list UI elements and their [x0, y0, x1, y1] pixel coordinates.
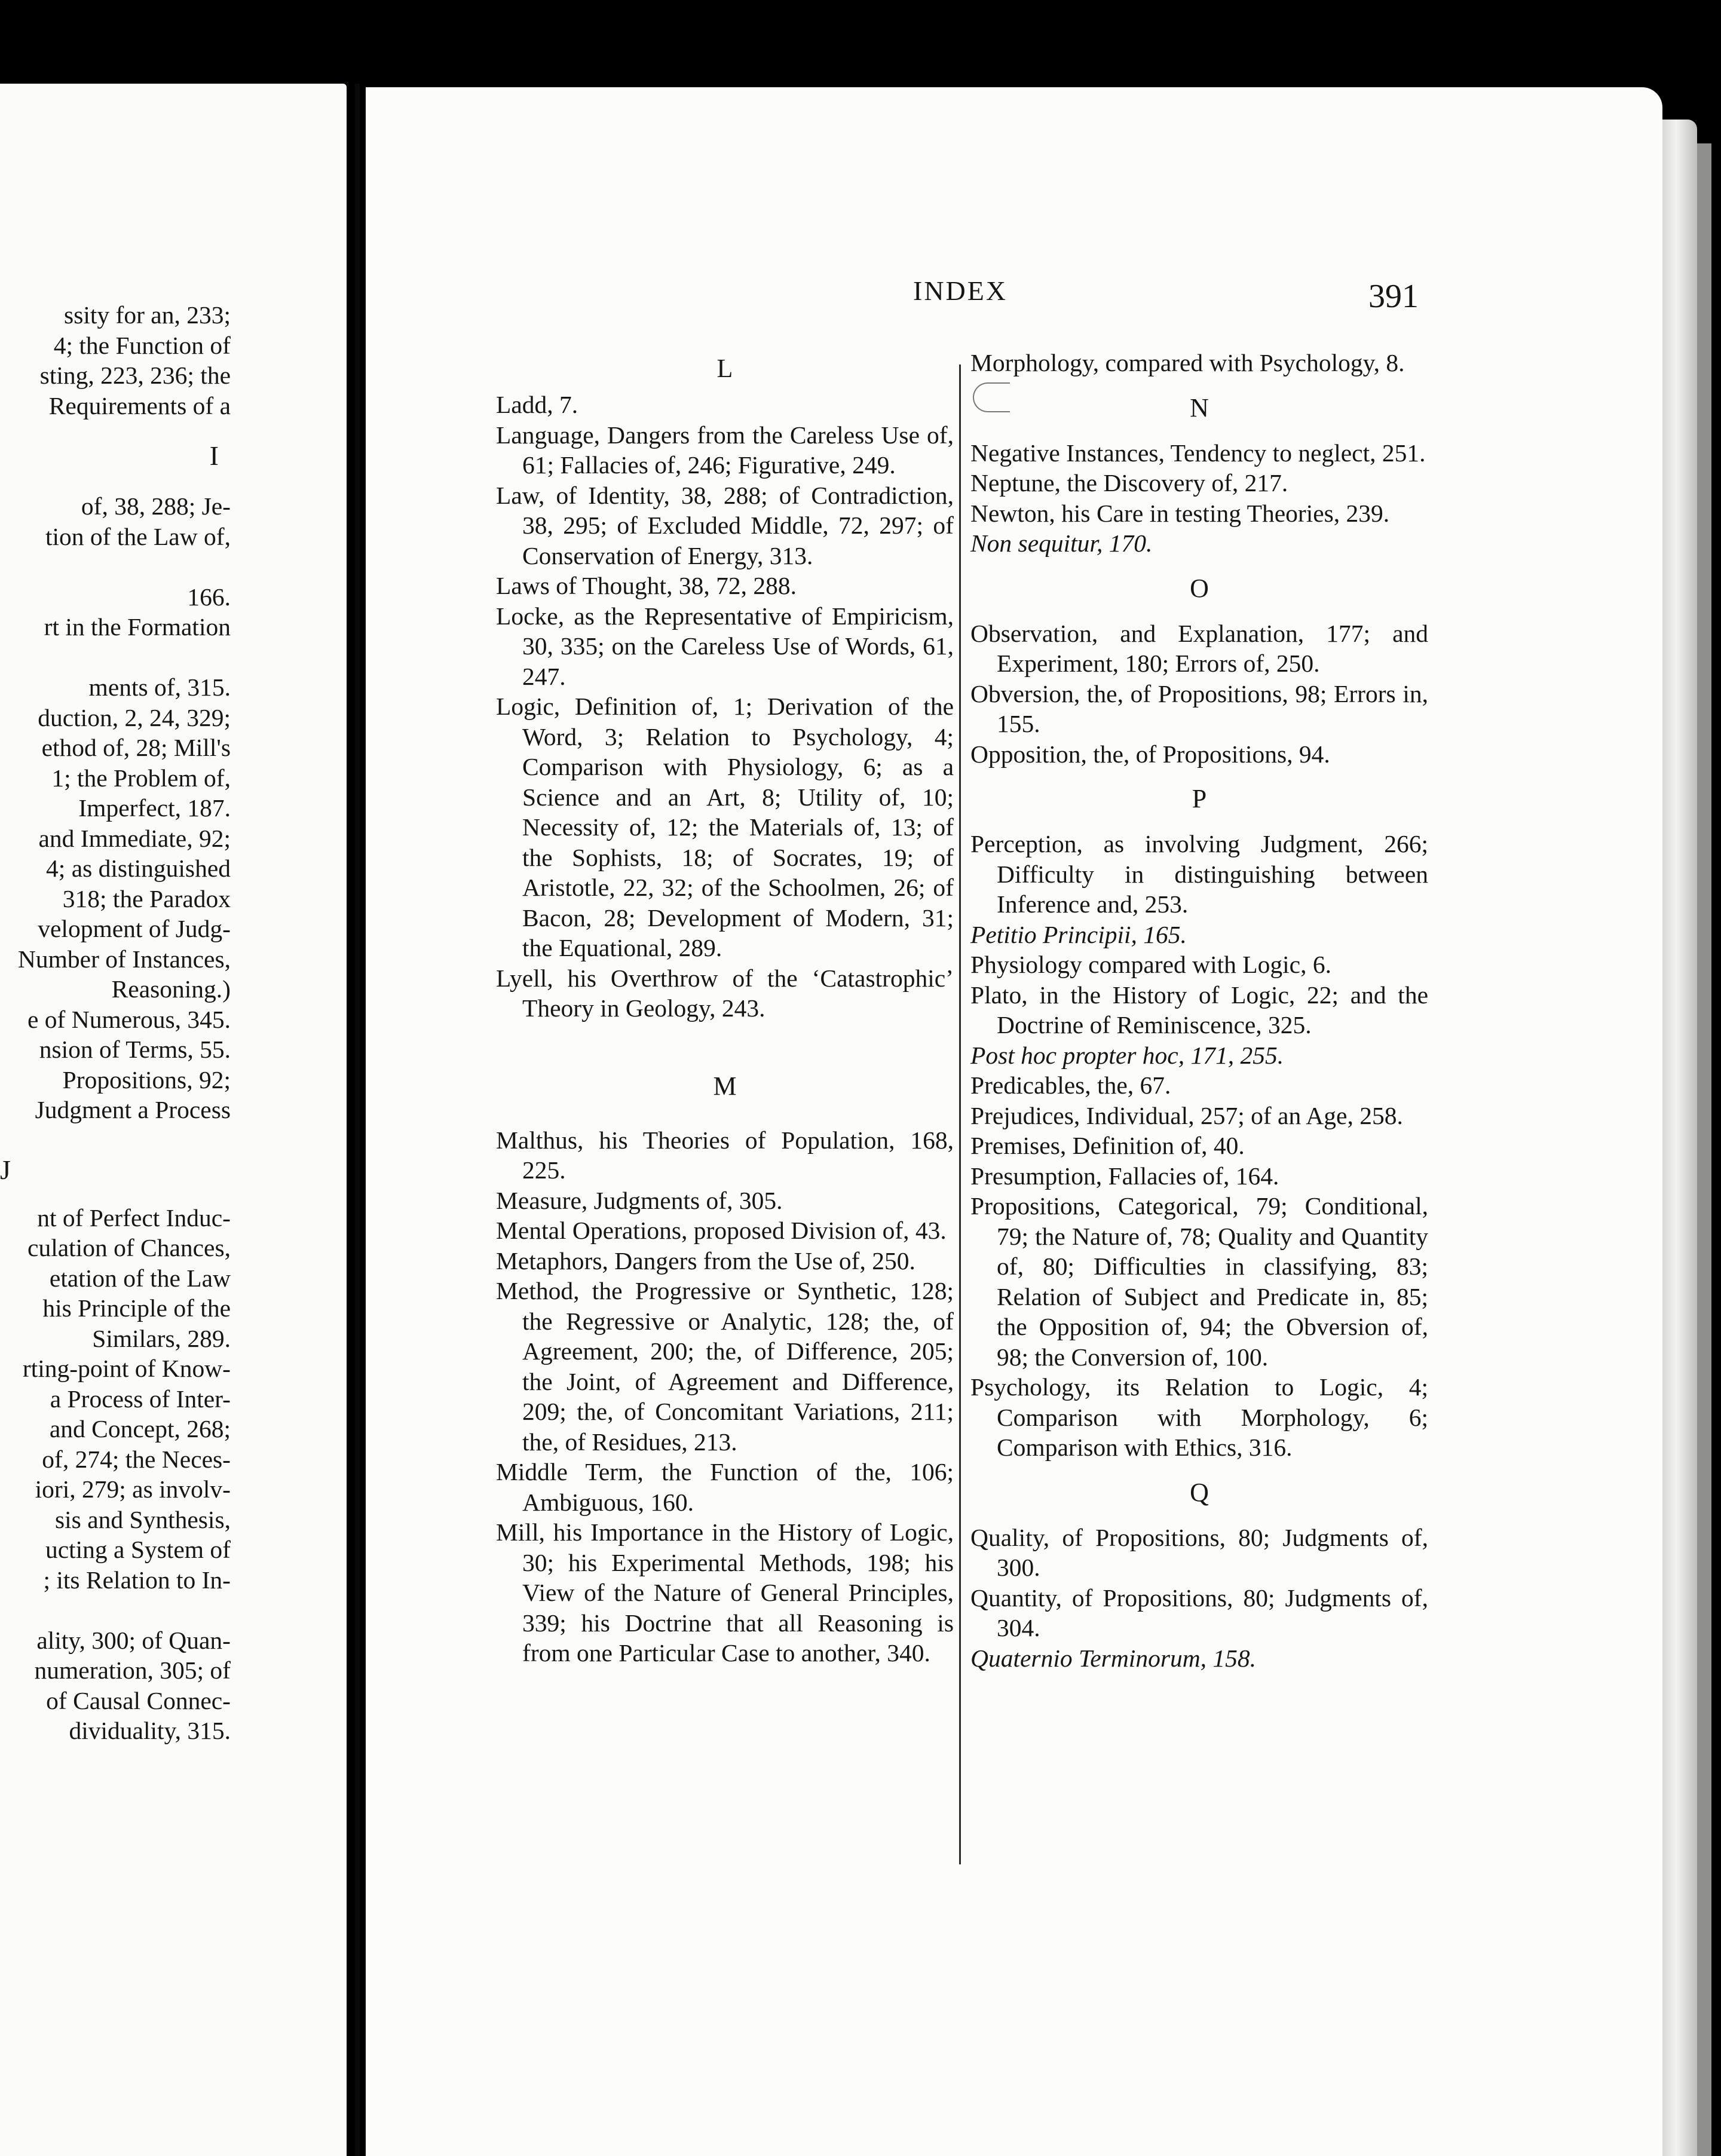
- index-entry: Opposition, the, of Propositions, 94.: [970, 740, 1330, 768]
- fragment-line: 318; the Paradox: [62, 884, 231, 912]
- fragment-line: 4; the Function of: [53, 331, 231, 359]
- left-page-fragment: [0, 300, 231, 1746]
- fragment-line: [0, 1595, 231, 1625]
- index-entry: Measure, Judgments of, 305.: [496, 1186, 783, 1214]
- page-edge-shadow: [1697, 143, 1711, 2156]
- fragment-line: ality, 300; of Quan-: [36, 1626, 231, 1654]
- index-entry: Morphology, compared with Psychology, 8.: [970, 349, 1405, 376]
- index-entry: Mill, his Importance in the History of Logic, 30; his Experimental Methods, 198; his View of the Nature of General Principles, 339; his Doctrine that all Reasoning is from one Particular Case to another, 340.: [496, 1518, 954, 1667]
- column-divider: [959, 365, 961, 1864]
- index-entry: Predicables, the, 67.: [970, 1071, 1171, 1099]
- index-entry: Metaphors, Dangers from the Use of, 250.: [496, 1247, 915, 1275]
- section-letter-j: J: [0, 1154, 11, 1185]
- index-entry: Logic, Definition of, 1; Derivation of the Word, 3; Relation to Psychology, 4; Comparison with Physiology, 6; as a Science and an Art, 8; Utility of, 10; Necessity of, 12; the Materials of, 13; of the Sophists, 18; of Socrates, 19; of Aristotle, 22, 32; of the Schoolmen, 26; of Bacon, 28; Development of Modern, 31; the Equational, 289.: [496, 693, 954, 961]
- fragment-line: dividuality, 315.: [69, 1717, 231, 1744]
- fragment-line: his Principle of the: [42, 1294, 231, 1322]
- fragment-line: a Process of Inter-: [50, 1385, 231, 1413]
- fragment-line: Reasoning.): [111, 975, 231, 1003]
- running-head: INDEX: [913, 275, 1008, 306]
- index-entry: Observation, and Explanation, 177; and Experiment, 180; Errors of, 250.: [970, 619, 1428, 677]
- fragment-line: of, 274; the Neces-: [42, 1445, 231, 1473]
- fragment-line: ucting a System of: [45, 1536, 231, 1563]
- section-letter-l: L: [716, 354, 733, 383]
- index-entry: Quantity, of Propositions, 80; Judgments of, 304.: [970, 1584, 1428, 1642]
- index-entry: Prejudices, Individual, 257; of an Age, 258.: [970, 1101, 1403, 1129]
- fragment-line: and Immediate, 92;: [38, 824, 231, 852]
- index-entry: Quaternio Terminorum, 158.: [970, 1644, 1257, 1672]
- fragment-line: of, 38, 288; Je-: [81, 492, 231, 520]
- fragment-line: of Causal Connec-: [46, 1686, 231, 1714]
- index-entry: Non sequitur, 170.: [970, 529, 1153, 557]
- index-entry: Propositions, Categorical, 79; Conditional, 79; the Nature of, 78; Quality and Quantity of, 80; Difficulties in classifying, 83; Relation of Subject and Predicate in, 85; the Opposition of, 94; the Obversion of, 98; the Conversion of, 100.: [970, 1192, 1428, 1371]
- index-entry: Laws of Thought, 38, 72, 288.: [496, 572, 797, 599]
- section-letter-o: O: [1190, 573, 1209, 603]
- fragment-line: nsion of Terms, 55.: [39, 1036, 231, 1063]
- fragment-line: numeration, 305; of: [34, 1656, 231, 1684]
- fragment-line: ; its Relation to In-: [43, 1566, 231, 1594]
- index-column-left: [496, 348, 954, 1668]
- fragment-line: etation of the Law: [49, 1264, 231, 1292]
- fragment-line: culation of Chances,: [27, 1234, 231, 1261]
- section-letter-p: P: [1192, 784, 1207, 813]
- book-gutter: [355, 84, 360, 2156]
- index-entry: Obversion, the, of Propositions, 98; Errors in, 155.: [970, 679, 1428, 737]
- fragment-line: tion of the Law of,: [45, 522, 231, 550]
- fragment-line: Number of Instances,: [17, 945, 231, 973]
- fragment-line: [0, 642, 231, 673]
- left-page: [0, 84, 347, 2156]
- index-entry: Psychology, its Relation to Logic, 4; Comparison with Morphology, 6; Comparison with Ethics, 316.: [970, 1373, 1428, 1461]
- fragment-line: 4; as distinguished: [46, 855, 231, 882]
- index-entry: Newton, his Care in testing Theories, 239.: [970, 499, 1390, 527]
- fragment-line: ethod of, 28; Mill's: [41, 734, 231, 761]
- fragment-line: rting-point of Know-: [22, 1355, 231, 1382]
- index-entry: Perception, as involving Judgment, 266; Difficulty in distinguishing between Inference and, 253.: [970, 830, 1428, 918]
- fragment-line: Requirements of a: [48, 391, 231, 419]
- fragment-line: 1; the Problem of,: [51, 764, 231, 792]
- section-letter-q: Q: [1190, 1477, 1209, 1507]
- index-entry: Premises, Definition of, 40.: [970, 1132, 1245, 1159]
- index-entry: Law, of Identity, 38, 288; of Contradiction, 38, 295; of Excluded Middle, 72, 297; of Conservation of Energy, 313.: [496, 481, 954, 569]
- index-entry: Quality, of Propositions, 80; Judgments of, 300.: [970, 1523, 1428, 1581]
- fragment-line: e of Numerous, 345.: [27, 1005, 231, 1033]
- index-entry: Plato, in the History of Logic, 22; and the Doctrine of Reminiscence, 325.: [970, 981, 1428, 1039]
- fragment-line: sis and Synthesis,: [55, 1505, 231, 1533]
- fragment-line: Judgment a Process: [35, 1096, 231, 1123]
- fragment-line: Imperfect, 187.: [78, 794, 231, 822]
- index-entry: Method, the Progressive or Synthetic, 128; the Regressive or Analytic, 128; the, of Agreement, 200; the, of Difference, 205; the Joint, of Agreement and Difference, 209; the, of Concomitant Variations, 211; the, of Residues, 213.: [496, 1277, 954, 1456]
- index-entry: Ladd, 7.: [496, 391, 578, 418]
- fragment-line: rt in the Formation: [44, 613, 231, 641]
- index-entry: Post hoc propter hoc, 171, 255.: [970, 1041, 1284, 1069]
- page-number: 391: [1368, 278, 1419, 315]
- index-entry: Petitio Principii, 165.: [970, 920, 1187, 948]
- index-entry: Negative Instances, Tendency to neglect, 251.: [970, 439, 1426, 467]
- fragment-line: iori, 279; as involv-: [35, 1475, 231, 1503]
- fragment-line: 166.: [187, 583, 231, 611]
- page-edge: [1662, 120, 1697, 2156]
- index-entry: Physiology compared with Logic, 6.: [970, 951, 1331, 978]
- index-entry: Locke, as the Representative of Empiricism, 30, 335; on the Careless Use of Words, 61, 247.: [496, 602, 954, 690]
- fragment-line: duction, 2, 24, 329;: [38, 703, 231, 731]
- index-entry: Mental Operations, proposed Division of, 43.: [496, 1217, 947, 1244]
- index-entry: Middle Term, the Function of the, 106; Ambiguous, 160.: [496, 1458, 954, 1516]
- index-column-right: [970, 348, 1428, 1673]
- section-letter-i: I: [209, 440, 219, 471]
- index-entry: Neptune, the Discovery of, 217.: [970, 469, 1288, 497]
- fragment-line: velopment of Judg-: [38, 915, 231, 942]
- fragment-line: ments of, 315.: [88, 673, 231, 701]
- fragment-line: [0, 552, 231, 582]
- index-entry: Malthus, his Theories of Population, 168, 225.: [496, 1126, 954, 1184]
- section-letter-n: N: [1190, 393, 1209, 422]
- index-entry: Lyell, his Overthrow of the ‘Catastrophic’ Theory in Geology, 243.: [496, 964, 954, 1022]
- fragment-line: sting, 223, 236; the: [39, 362, 231, 389]
- fragment-line: nt of Perfect Induc-: [37, 1203, 231, 1232]
- fragment-line: and Concept, 268;: [49, 1415, 231, 1443]
- fragment-line: Propositions, 92;: [62, 1065, 231, 1094]
- index-entry: Language, Dangers from the Careless Use of, 61; Fallacies of, 246; Figurative, 249.: [496, 421, 954, 479]
- fragment-line: ssity for an, 233;: [64, 301, 231, 329]
- section-letter-m: M: [713, 1071, 737, 1101]
- index-entry: Presumption, Fallacies of, 164.: [970, 1162, 1279, 1190]
- fragment-line: Similars, 289.: [92, 1324, 231, 1352]
- pencil-mark: [973, 382, 1010, 412]
